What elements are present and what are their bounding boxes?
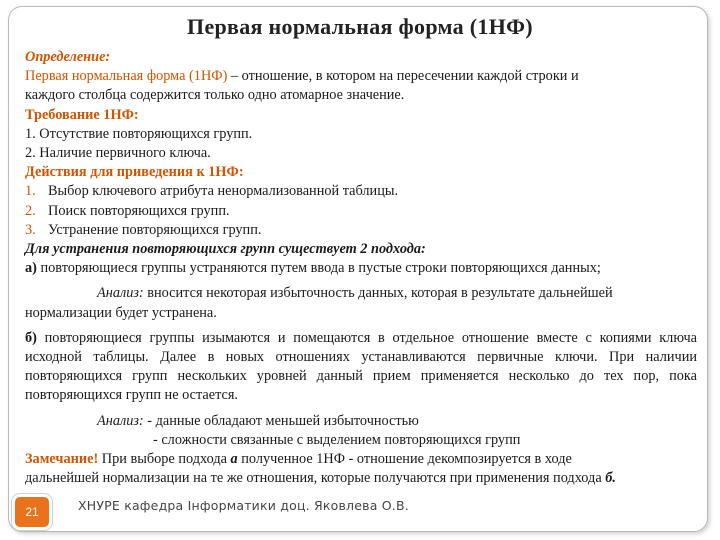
approach-b-text: повторяющиеся группы изымаются и помещаются в отдельное отношение вместе с копиями ключа исходной таблицы. Далее в новых отношениях устанавливаются первичные ключи. При наличии повторяющихся групп нескольких уровней данный прием применяется несколько до тех пор, пока повторяющихся групп не остается. xyxy=(25,329,697,404)
approach-b-analysis-label: Анализ: xyxy=(97,412,144,429)
action-text-1: Выбор ключевого атрибута ненормализованной таблицы. xyxy=(48,183,399,200)
slide-title: Первая нормальная форма (1НФ) xyxy=(187,14,533,39)
approach-a-analysis-line-2: нормализации будет устранена. xyxy=(25,304,217,321)
approach-a-label: а) xyxy=(25,260,37,277)
slide-footer xyxy=(0,488,720,528)
definition-text-1: – отношение, в котором на пересечении каждой строки и xyxy=(227,68,579,85)
definition-line-1 xyxy=(25,67,697,86)
action-number-1: 1. xyxy=(25,183,36,200)
remark-text-2a: дальнейшей нормализации на те же отношения, которые получаются при применения подхода xyxy=(25,470,606,487)
remark-line-1 xyxy=(25,450,697,469)
requirements-heading: Требование 1НФ: xyxy=(25,106,139,123)
approach-a-analysis-label: Анализ: xyxy=(97,285,144,302)
action-item-3 xyxy=(25,221,697,240)
action-text-3: Устранение повторяющихся групп. xyxy=(48,221,262,238)
action-number-3: 3. xyxy=(25,221,36,238)
page-number-badge: 21 xyxy=(12,494,52,530)
approaches-heading: Для устранения повторяющихся групп существует 2 подхода: xyxy=(25,241,426,258)
remark-text-1c: полученное 1НФ - отношение декомпозируется в ходе xyxy=(237,451,572,468)
remark-line-2 xyxy=(25,469,697,488)
remark-approach-b: б. xyxy=(605,470,616,487)
approach-b-analysis-line-1 xyxy=(25,412,697,431)
definition-heading: Определение: xyxy=(25,49,111,65)
approach-b-analysis-line-2: - сложности связанные с выделением повторяющихся групп xyxy=(153,431,521,448)
footer-text: ХНУРЕ кафедра Інформатики доц. Яковлева О.В. xyxy=(78,498,409,513)
approach-b xyxy=(25,329,697,406)
slide-content xyxy=(25,48,697,488)
action-item-1 xyxy=(25,182,697,201)
requirement-item-2: 2. Наличие первичного ключа. xyxy=(25,145,211,162)
approach-a-text: повторяющиеся группы устраняются путем ввода в пустые строки повторяющихся данных; xyxy=(36,260,601,277)
approach-b-label: б) xyxy=(25,329,37,346)
requirement-item-1: 1. Отсутствие повторяющихся групп. xyxy=(25,125,253,142)
action-item-2 xyxy=(25,202,697,221)
approach-b-analysis-text-1: - данные обладают меньшей избыточностью xyxy=(143,412,419,429)
action-text-2: Поиск повторяющихся групп. xyxy=(48,202,230,219)
actions-heading: Действия для приведения к 1НФ: xyxy=(25,164,244,181)
remark-label: Замечание! xyxy=(25,451,99,468)
approach-a-analysis-line-1 xyxy=(25,284,697,303)
approach-a xyxy=(25,259,697,278)
remark-approach-a: а xyxy=(230,451,238,468)
action-number-2: 2. xyxy=(25,202,36,219)
definition-term: Первая нормальная форма (1НФ) xyxy=(25,68,228,85)
approach-a-analysis-text-1: вносится некоторая избыточность данных, которая в результате дальнейшей xyxy=(143,285,613,302)
definition-line-2: каждого столбца содержится только одно атомарное значение. xyxy=(25,87,405,104)
remark-text-1a: При выборе подхода xyxy=(98,451,231,468)
